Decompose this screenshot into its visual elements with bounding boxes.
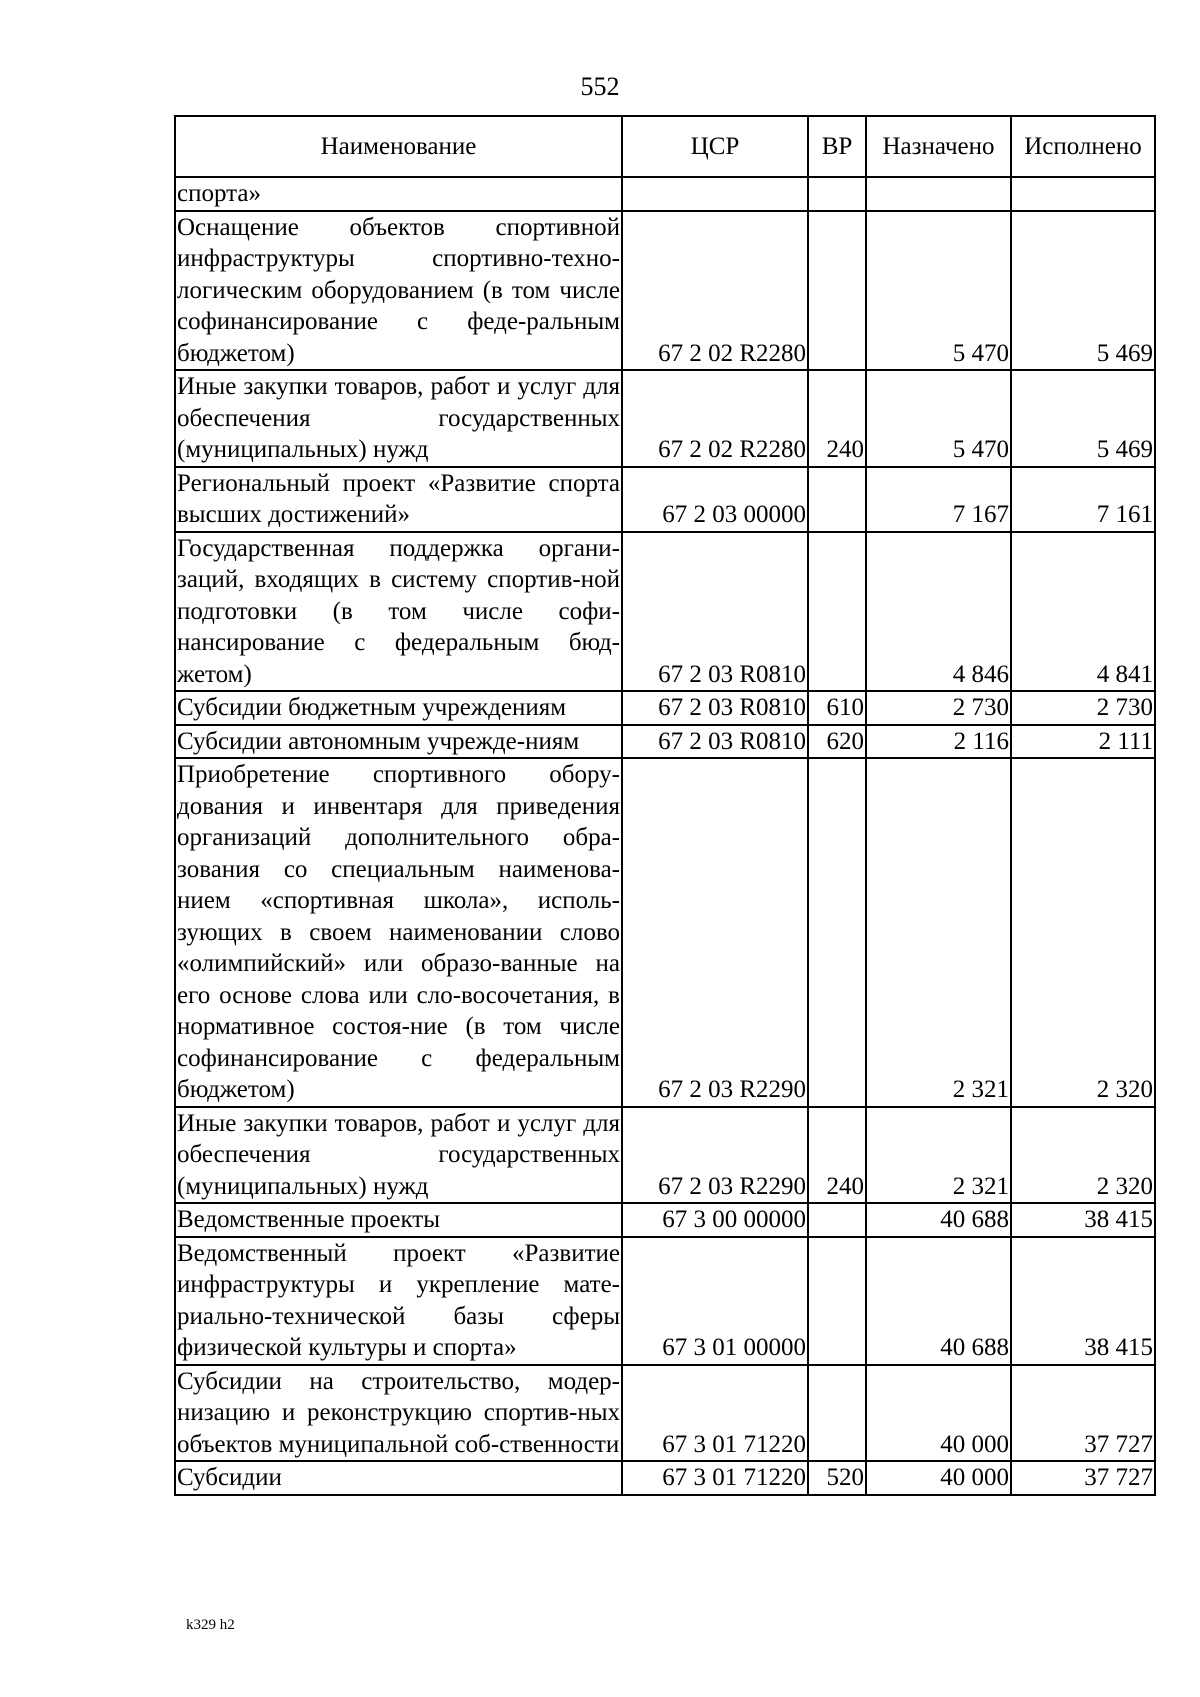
row-name: Ведомственный проект «Развитие инфраструктуры и укрепление мате-риально-технической базы сферы физической культуры и спорта» [175,1237,622,1365]
header-planned: Назначено [866,116,1011,177]
table-row [175,691,1155,725]
row-executed: 38 415 [1011,1203,1155,1237]
table-row [175,1365,1155,1462]
row-name: Субсидии на строительство, модер-низацию и реконструкцию спортив-ных объектов муниципальной соб-ственности [175,1365,622,1462]
row-vr [808,1365,866,1462]
row-planned: 40 688 [866,1237,1011,1365]
row-csr: 67 2 03 00000 [622,467,808,532]
row-executed [1011,177,1155,211]
row-csr [622,177,808,211]
table-row [175,1461,1155,1495]
table-row [175,467,1155,532]
row-planned: 7 167 [866,467,1011,532]
row-csr: 67 2 02 R2280 [622,211,808,371]
row-planned: 2 116 [866,725,1011,759]
row-csr: 67 2 02 R2280 [622,370,808,467]
table-row [175,211,1155,371]
row-csr: 67 2 03 R2290 [622,758,808,1107]
table-row [175,1107,1155,1204]
row-name: Субсидии автономным учрежде-ниям [175,725,622,759]
table-row [175,758,1155,1107]
table-row [175,532,1155,692]
row-vr: 620 [808,725,866,759]
header-csr: ЦСР [622,116,808,177]
footer-code: k329 h2 [186,1617,235,1633]
row-csr: 67 3 01 00000 [622,1237,808,1365]
table-row [175,177,1155,211]
row-vr: 610 [808,691,866,725]
row-executed: 5 469 [1011,370,1155,467]
row-name: Ведомственные проекты [175,1203,622,1237]
row-csr: 67 2 03 R0810 [622,691,808,725]
table-row [175,725,1155,759]
row-name: Иные закупки товаров, работ и услуг для обеспечения государственных (муниципальных) нужд [175,1107,622,1204]
row-planned: 2 321 [866,758,1011,1107]
row-vr [808,177,866,211]
row-vr [808,467,866,532]
page-number: 552 [580,72,620,101]
row-csr: 67 2 03 R2290 [622,1107,808,1204]
row-executed: 2 320 [1011,758,1155,1107]
row-executed: 4 841 [1011,532,1155,692]
row-executed: 5 469 [1011,211,1155,371]
row-executed: 2 111 [1011,725,1155,759]
row-name: Региональный проект «Развитие спорта высших достижений» [175,467,622,532]
row-name: Субсидии [175,1461,622,1495]
header-executed: Исполнено [1011,116,1155,177]
row-executed: 2 320 [1011,1107,1155,1204]
table-row [175,370,1155,467]
row-planned: 40 688 [866,1203,1011,1237]
row-name: Оснащение объектов спортивной инфраструктуры спортивно-техно-логическим оборудованием (в том числе софинансирование с феде-ральным бюджетом) [175,211,622,371]
row-vr [808,1203,866,1237]
table-row [175,1203,1155,1237]
row-planned: 40 000 [866,1365,1011,1462]
table-header-row [175,116,1155,177]
table-row [175,1237,1155,1365]
row-executed: 2 730 [1011,691,1155,725]
row-vr [808,758,866,1107]
row-executed: 38 415 [1011,1237,1155,1365]
row-vr [808,1237,866,1365]
row-planned: 4 846 [866,532,1011,692]
row-name: Приобретение спортивного обору-дования и инвентаря для приведения организаций дополнительного обра-зования со специальным наименова-нием «спортивная школа», исполь-зующих в своем наименовании слово «олимпийский» или образо-ванные на его основе слова или сло-восочетания, в нормативное состоя-ние (в том числе софинансирование с федеральным бюджетом) [175,758,622,1107]
row-csr: 67 2 03 R0810 [622,725,808,759]
row-csr: 67 3 01 71220 [622,1365,808,1462]
row-executed: 37 727 [1011,1461,1155,1495]
row-vr [808,211,866,371]
budget-table [174,115,1156,1496]
row-csr: 67 2 03 R0810 [622,532,808,692]
row-planned: 5 470 [866,211,1011,371]
row-planned: 2 730 [866,691,1011,725]
row-name: Государственная поддержка органи-заций, входящих в систему спортив-ной подготовки (в том числе софи-нансирование с федеральным бюд-жетом) [175,532,622,692]
row-vr [808,532,866,692]
row-name: Субсидии бюджетным учреждениям [175,691,622,725]
row-vr: 520 [808,1461,866,1495]
row-planned: 2 321 [866,1107,1011,1204]
row-executed: 7 161 [1011,467,1155,532]
header-name: Наименование [175,116,622,177]
row-executed: 37 727 [1011,1365,1155,1462]
row-planned: 5 470 [866,370,1011,467]
header-vr: ВР [808,116,866,177]
row-vr: 240 [808,370,866,467]
row-vr: 240 [808,1107,866,1204]
row-planned: 40 000 [866,1461,1011,1495]
row-csr: 67 3 01 71220 [622,1461,808,1495]
row-name: Иные закупки товаров, работ и услуг для обеспечения государственных (муниципальных) нужд [175,370,622,467]
row-csr: 67 3 00 00000 [622,1203,808,1237]
row-name: спорта» [175,177,622,211]
row-planned [866,177,1011,211]
